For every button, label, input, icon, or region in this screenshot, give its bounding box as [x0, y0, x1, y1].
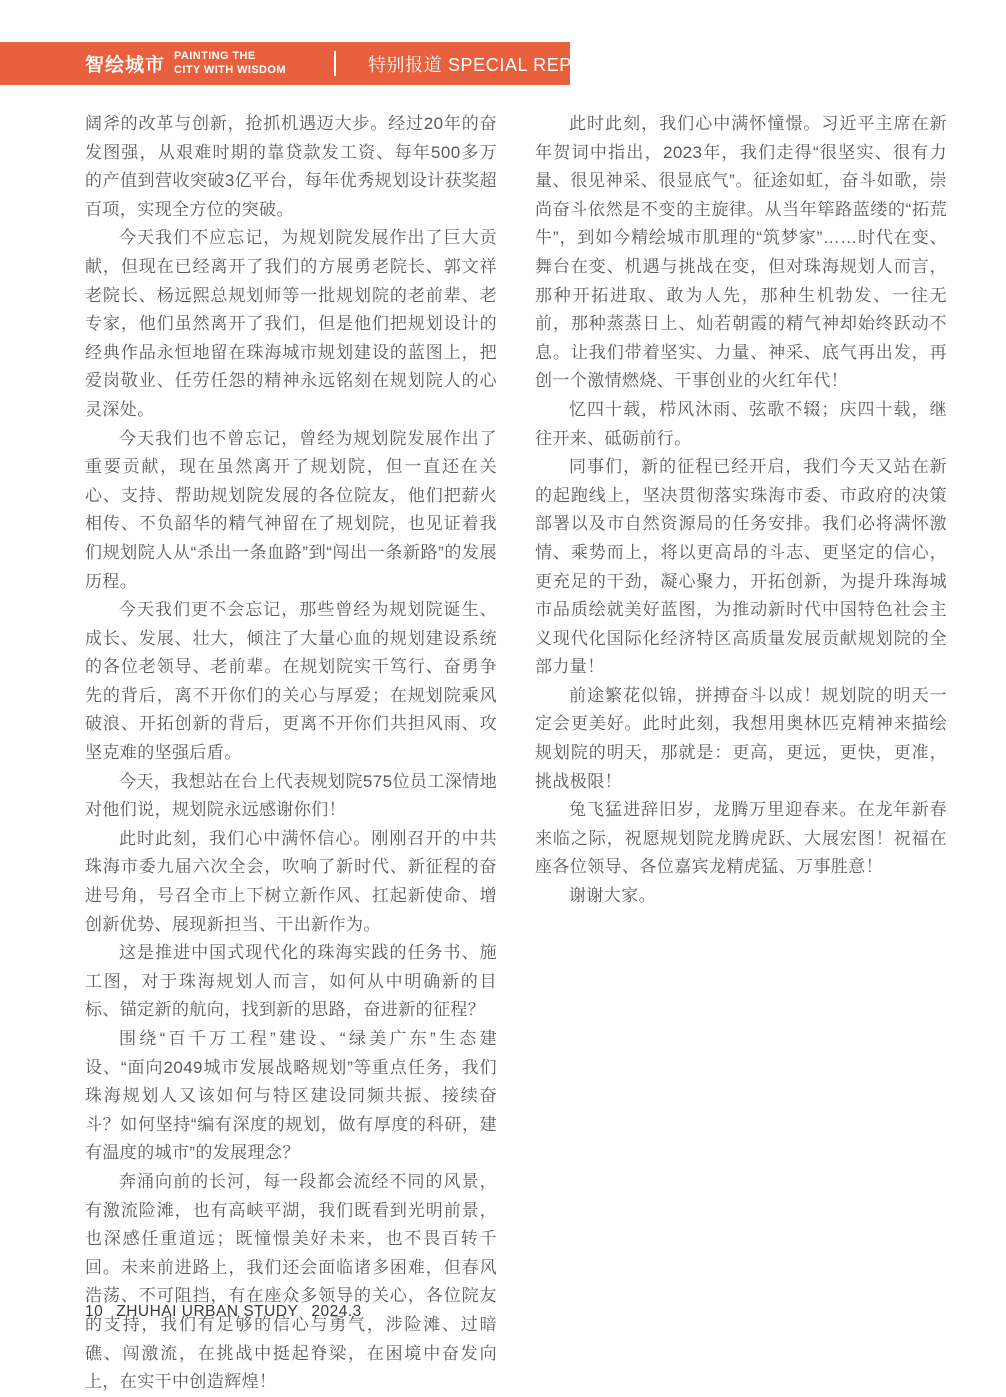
section-label: 特别报道 SPECIAL REPORT	[367, 54, 612, 75]
brand-subtitle-line2: CITY WITH WISDOM	[174, 63, 286, 76]
paragraph: 今天我们不应忘记，为规划院发展作出了巨大贡献，但现在已经离开了我们的方展勇老院长、郭文祥老院长、杨远熙总规划师等一批规划院的老前辈、老专家，他们虽然离开了我们，但是他们把规划设计的经典作品永恒地留在珠海城市规划建设的蓝图上，把爱岗敬业、任劳任怨的精神永远铭刻在规划院人的心灵深处。	[85, 228, 497, 419]
paragraph: 阔斧的改革与创新，抢抓机遇迈大步。经过20年的奋发图强，从艰难时期的靠贷款发工资、每年500多万的产值到营收突破3亿平台，每年优秀规划设计获奖超百项，实现全方位的突破。	[85, 114, 497, 219]
paragraph: 前途繁花似锦，拼搏奋斗以成！规划院的明天一定会更美好。此时此刻，我想用奥林匹克精神来描绘规划院的明天，那就是：更高，更远，更快，更准，挑战极限！	[535, 685, 947, 791]
paragraph: 此时此刻，我们心中满怀信心。刚刚召开的中共珠海市委九届六次全会，吹响了新时代、新征程的奋进号角，号召全市上下树立新作风、扛起新使命、增创新优势、展现新担当、干出新作为。	[85, 828, 497, 934]
header-divider	[334, 51, 336, 76]
article-column-left	[85, 110, 497, 1397]
paragraph: 今天，我想站在台上代表规划院575位员工深情地对他们说，规划院永远感谢你们！	[85, 771, 497, 820]
issue-number: 2024.3	[311, 1303, 362, 1320]
paragraph: 今天我们更不会忘记，那些曾经为规划院诞生、成长、发展、壮大，倾注了大量心血的规划建设系统的各位老领导、老前辈。在规划院实干笃行、奋勇争先的背后，离不开你们的关心与厚爱；在规划院乘风破浪、开拓创新的背后，更离不开你们共担风雨、攻坚克难的坚强后盾。	[85, 600, 497, 763]
paragraph: 忆四十载，栉风沐雨、弦歌不辍；庆四十载，继往开来、砥砺前行。	[535, 399, 947, 448]
paragraph: 这是推进中国式现代化的珠海实践的任务书、施工图，对于珠海规划人而言，如何从中明确新的目标、锚定新的航向，找到新的思路，奋进新的征程？	[85, 943, 497, 1020]
journal-title: ZHUHAI URBAN STUDY	[116, 1303, 299, 1320]
brand-subtitle-en	[174, 50, 286, 78]
paragraph: 今天我们也不曾忘记，曾经为规划院发展作出了重要贡献，现在虽然离开了规划院，但一直还在关心、支持、帮助规划院发展的各位院友，他们把薪火相传、不负韶华的精气神留在了规划院，也见证着我们规划院人从“杀出一条血路”到“闯出一条新路”的发展历程。	[85, 428, 497, 591]
paragraph: 同事们，新的征程已经开启，我们今天又站在新的起跑线上，坚决贯彻落实珠海市委、市政府的决策部署以及市自然资源局的任务安排。我们必将满怀激情、乘势而上，将以更高昂的斗志、更坚定的信心，更充足的干劲，凝心聚力，开拓创新，为提升珠海城市品质绘就美好蓝图，为推动新时代中国特色社会主义现代化国际化经济特区高质量发展贡献规划院的全部力量！	[535, 457, 947, 677]
header-bar	[0, 42, 612, 85]
article-column-right	[535, 110, 947, 1397]
page-footer	[85, 1303, 362, 1321]
brand-subtitle-line1: PAINTING THE	[174, 49, 256, 62]
brand-title-cn: 智绘城市	[85, 55, 166, 76]
page-number: 10	[85, 1303, 104, 1320]
paragraph: 兔飞猛进辞旧岁，龙腾万里迎春来。在龙年新春来临之际，祝愿规划院龙腾虎跃、大展宏图！祝福在座各位领导、各位嘉宾龙精虎猛、万事胜意！	[535, 800, 947, 877]
article-body	[85, 110, 947, 1397]
paragraph: 围绕“百千万工程”建设、“绿美广东”生态建设、“面向2049城市发展战略规划”等重点任务，我们珠海规划人又该如何与特区建设同频共振、接续奋斗？如何坚持“编有深度的规划，做有厚度的科研，建有温度的城市”的发展理念？	[85, 1029, 497, 1163]
paragraph: 奔涌向前的长河，每一段都会流经不同的风景，有激流险滩，也有高峡平湖，我们既看到光明前景，也深感任重道远；既憧憬美好未来，也不畏百转千回。未来前进路上，我们还会面临诸多困难，但春风浩荡、不可阻挡，有在座众多领导的关心，各位院友的支持，我们有足够的信心与勇气，涉险滩、过暗礁、闯激流，在挑战中挺起脊梁，在困境中奋发向上，在实干中创造辉煌！	[85, 1171, 497, 1392]
paragraph: 此时此刻，我们心中满怀憧憬。习近平主席在新年贺词中指出，2023年，我们走得“很坚实、很有力量、很见神采、很显底气”。征途如虹，奋斗如歌，崇尚奋斗依然是不变的主旋律。从当年筚路蓝缕的“拓荒牛”，到如今精绘城市肌理的“筑梦家”……时代在变、舞台在变、机遇与挑战在变，但对珠海规划人而言，那种开拓进取、敢为人先，那种生机勃发、一往无前，那种蒸蒸日上、灿若朝霞的精气神却始终跃动不息。让我们带着坚实、力量、神采、底气再出发，再创一个激情燃烧、干事创业的火红年代！	[535, 114, 947, 391]
paragraph: 谢谢大家。	[569, 886, 656, 906]
